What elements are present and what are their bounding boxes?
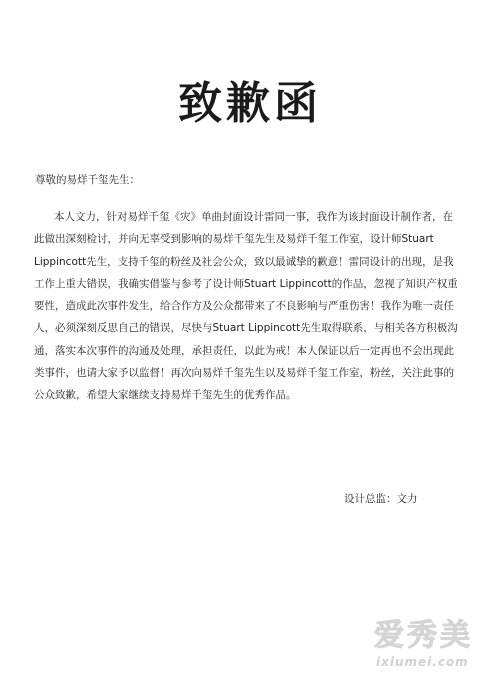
body-line: 通，落实本次事件的沟通及处理，承担责任，以此为戒！本人保证以后一定再也不会出现此 xyxy=(34,344,454,357)
body-line: 本人文力，针对易烊千玺《灾》单曲封面设计雷同一事，我作为该封面设计制作者，在 xyxy=(54,211,453,223)
watermark-domain: ixiumei.com xyxy=(376,655,469,669)
body-line: 此做出深刻检讨，并向无辜受到影响的易烊千玺先生及易烊千玺工作室，设计师Stuart xyxy=(34,233,434,246)
body-line: 要性，造成此次事件发生，给合作方及公众都带来了不良影响与严重伤害！我作为唯一责任 xyxy=(34,300,454,313)
letter-body xyxy=(34,206,474,407)
body-line: Lippincott先生，支持千玺的粉丝及社会公众，致以最诚挚的歉意！雷同设计的出现，是我 xyxy=(34,255,454,268)
letter-salutation: 尊敬的易烊千玺先生： xyxy=(35,174,140,186)
site-watermark xyxy=(374,618,494,674)
body-line: 人，必须深刻反思自己的错误，尽快与Stuart Lippincott先生取得联系，与相关各方积极沟 xyxy=(34,322,458,335)
body-line: 工作上重大错误，我确实借鉴与参考了设计师Stuart Lippincott的作品，忽视了知识产权重 xyxy=(34,277,458,290)
letter-signature: 设计总监：文力 xyxy=(344,493,418,505)
watermark-logo-text: 爱秀美 xyxy=(374,618,473,653)
body-line: 公众致歉，希望大家继续支持易烊千玺先生的优秀作品。 xyxy=(34,389,297,402)
body-line: 类事件，也请大家予以监督！再次向易烊千玺先生以及易烊千玺工作室，粉丝，关注此事的 xyxy=(34,367,454,380)
letter-title: 致歉函 xyxy=(178,78,322,129)
